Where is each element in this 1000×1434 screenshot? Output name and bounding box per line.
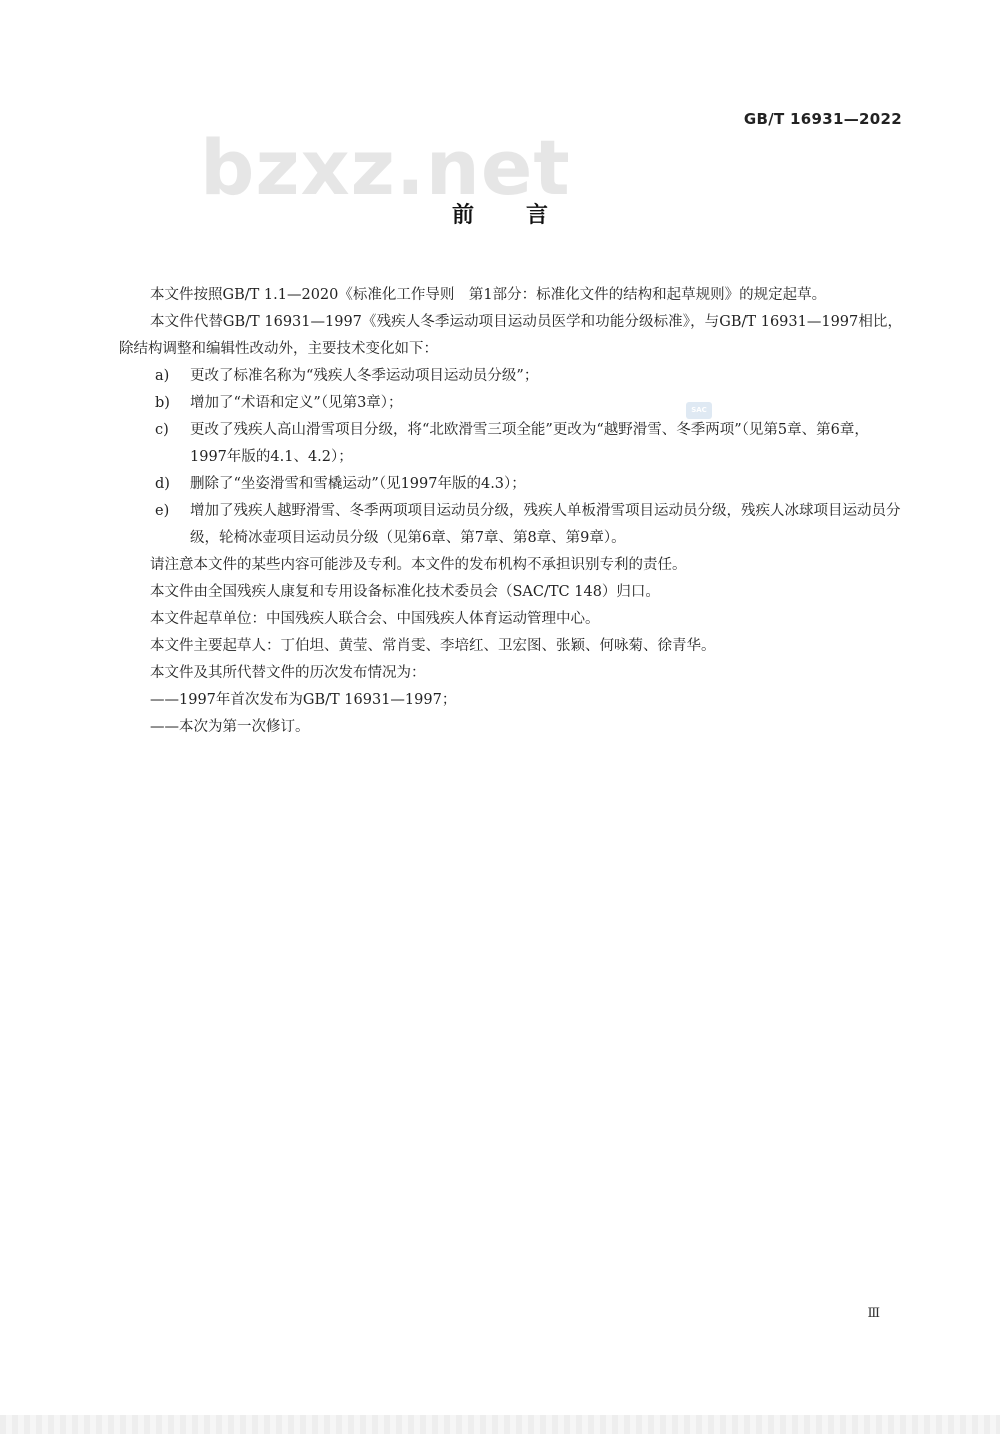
list-item-label: b) (155, 395, 170, 411)
paragraph-patent-notice: 请注意本文件的某些内容可能涉及专利。本文件的发布机构不承担识别专利的责任。 (150, 557, 687, 573)
history-item: ——本次为第一次修订。 (150, 719, 310, 735)
paragraph-history-intro: 本文件及其所代替文件的历次发布情况为： (150, 665, 426, 681)
list-item-label: a) (155, 368, 170, 384)
page-title: 前言 (451, 203, 600, 228)
list-item-text: 更改了标准名称为“残疾人冬季运动项目运动员分级”； (190, 368, 539, 384)
foreword-body (119, 282, 902, 741)
standard-number: GB/T 16931—2022 (743, 110, 902, 128)
list-item (119, 363, 902, 390)
paragraph-responsible-committee: 本文件由全国残疾人康复和专用设备标准化技术委员会（SAC/TC 148）归口。 (150, 584, 660, 600)
bottom-border-strip (0, 1415, 1000, 1434)
list-item-text: 删除了“坐姿滑雪和雪橇运动”（见1997年版的4.3）； (190, 476, 526, 492)
list-item-label: e) (155, 503, 170, 519)
list-item-text: 更改了残疾人高山滑雪项目分级，将“北欧滑雪三项全能”更改为“越野滑雪、冬季两项”（见第5章、第6章，1997年版的4.1、4.2）； (190, 422, 869, 465)
page-number: Ⅲ (867, 1306, 880, 1321)
paragraph-drafters: 本文件主要起草人：丁伯坦、黄莹、常肖雯、李培红、卫宏图、张颖、何咏菊、徐青华。 (150, 638, 716, 654)
list-item-text: 增加了“术语和定义”（见第3章）； (190, 395, 403, 411)
list-item (119, 417, 902, 471)
list-item (119, 471, 902, 498)
list-item-label: d) (155, 476, 170, 492)
list-item-label: c) (155, 422, 169, 438)
watermark: bzxz.net (200, 123, 571, 212)
list-item-text: 增加了残疾人越野滑雪、冬季两项项目运动员分级，残疾人单板滑雪项目运动员分级，残疾人冰球项目运动员分级，轮椅冰壶项目运动员分级（见第6章、第7章、第8章、第9章）。 (190, 503, 901, 546)
paragraph-replacement: 本文件代替GB/T 16931—1997《残疾人冬季运动项目运动员医学和功能分级标准》，与GB/T 16931—1997相比，除结构调整和编辑性改动外，主要技术变化如下： (119, 314, 902, 357)
sac-logo-icon: SAC (686, 402, 712, 419)
list-item (119, 390, 902, 417)
paragraph-drafting-units: 本文件起草单位：中国残疾人联合会、中国残疾人体育运动管理中心。 (150, 611, 600, 627)
history-item: ——1997年首次发布为GB/T 16931—1997； (150, 692, 457, 708)
paragraph-drafting-rules: 本文件按照GB/T 1.1—2020《标准化工作导则 第1部分：标准化文件的结构和起草规则》的规定起草。 (150, 287, 827, 303)
list-item (119, 498, 902, 552)
